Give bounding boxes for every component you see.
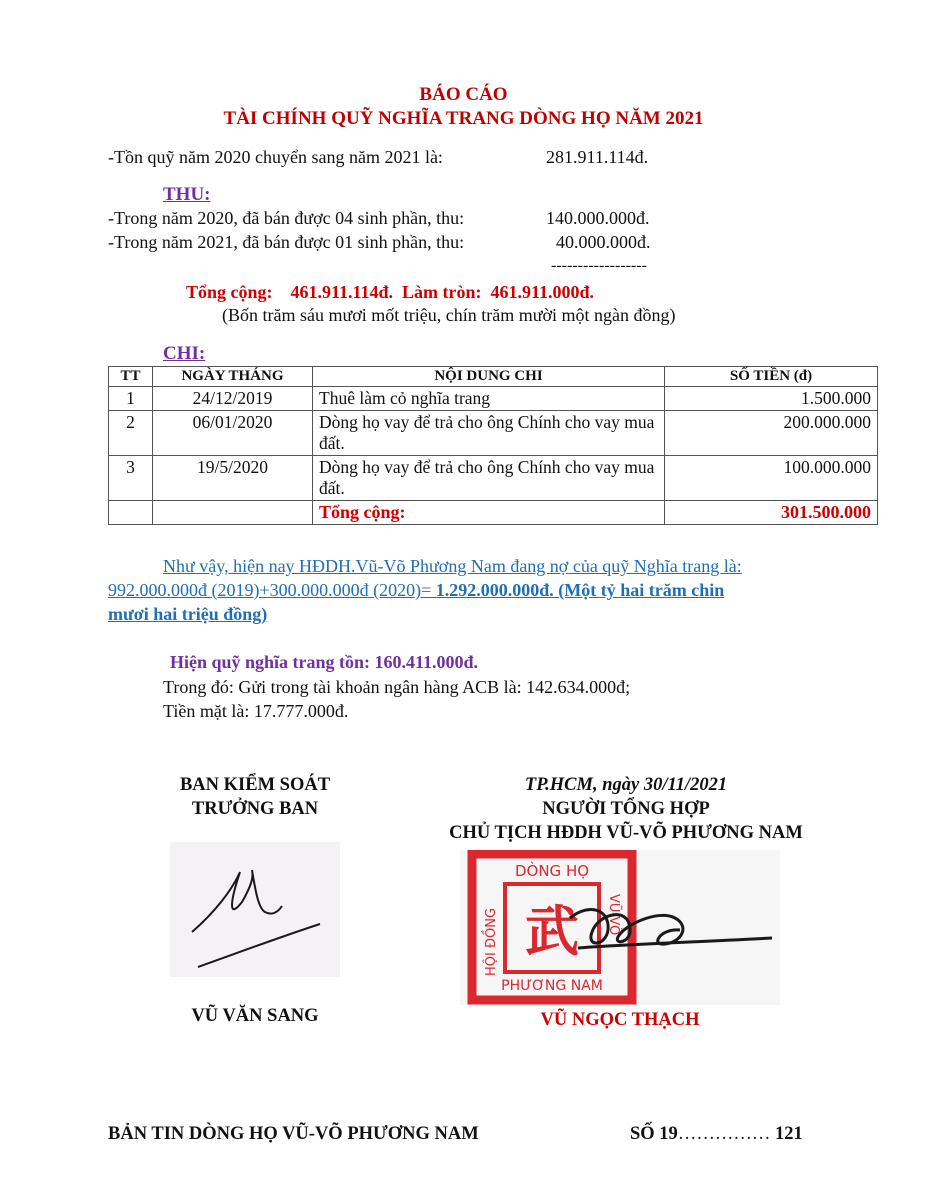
expense-table [108, 366, 878, 525]
thu-item-amount: 40.000.000đ. [556, 232, 651, 252]
opening-balance-amount: 281.911.114đ. [546, 147, 649, 167]
row-amount: 100.000.000 [665, 456, 878, 501]
row-amount: 200.000.000 [665, 411, 878, 456]
total-label: Tổng cộng: [313, 501, 665, 525]
balance-heading: Hiện quỹ nghĩa trang tồn: 160.411.000đ. [170, 652, 479, 672]
compiler-title: NGƯỜI TỔNG HỢP [542, 799, 710, 819]
footer-newsletter-title: BẢN TIN DÒNG HỌ VŨ-VÕ PHƯƠNG NAM [108, 1124, 479, 1144]
table-row [109, 456, 878, 501]
table-row [109, 411, 878, 456]
balance-cash: Tiền mặt là: 17.777.000đ. [163, 701, 349, 721]
footer-dots: …………… [677, 1124, 771, 1144]
debt-total-words: mươi hai triệu đồng) [108, 604, 268, 624]
svg-text:VŨ-VÕ: VŨ-VÕ [606, 894, 621, 936]
signer-name-right: VŨ NGỌC THẠCH [540, 1010, 700, 1030]
chi-heading: CHI: [163, 343, 206, 364]
row-content: Dòng họ vay để trả cho ông Chính cho vay mua đất. [313, 456, 665, 501]
svg-text:DÒNG HỌ: DÒNG HỌ [514, 862, 590, 880]
row-content: Dòng họ vay để trả cho ông Chính cho vay mua đất. [313, 411, 665, 456]
clan-seal-icon [460, 850, 780, 1005]
debt-calculation: 992.000.000đ (2019)+300.000.000đ (2020)= [108, 580, 436, 600]
svg-text:PHƯƠNG NAM: PHƯƠNG NAM [501, 978, 603, 994]
page-number: 121 [774, 1124, 803, 1144]
svg-text:HỘI ĐỒNG: HỘI ĐỒNG [484, 907, 499, 976]
row-number: 2 [109, 411, 153, 456]
row-content: Thuê làm cỏ nghĩa trang [313, 387, 665, 411]
svg-text:武: 武 [525, 899, 579, 963]
table-header-row [109, 367, 878, 387]
separator-line: ------------------ [551, 257, 647, 274]
row-number: 3 [109, 456, 153, 501]
row-number: 1 [109, 387, 153, 411]
column-header: NỘI DUNG CHI [313, 367, 665, 387]
total-amount: 301.500.000 [665, 501, 878, 525]
stamp-area [460, 850, 780, 1005]
signer-name-left: VŨ VĂN SANG [191, 1006, 319, 1026]
row-amount: 1.500.000 [665, 387, 878, 411]
column-header: TT [109, 367, 153, 387]
place-date: TP.HCM, ngày 30/11/2021 [524, 775, 728, 795]
balance-bank: Trong đó: Gửi trong tài khoản ngân hàng ACB là: 142.634.000đ; [163, 677, 631, 697]
thu-item-amount: 140.000.000đ. [546, 208, 650, 228]
signature-image-left [170, 842, 340, 977]
thu-item-label: -Trong năm 2020, đã bán được 04 sinh phần, thu: [108, 208, 465, 228]
thu-total-words: (Bốn trăm sáu mươi mốt triệu, chín trăm mười một ngàn đồng) [222, 305, 676, 325]
footer-issue: SỐ 19 [630, 1124, 678, 1144]
row-date: 24/12/2019 [153, 387, 313, 411]
column-header: SỐ TIỀN (đ) [665, 367, 878, 387]
report-title: BÁO CÁO [419, 84, 508, 105]
chairman-title: CHỦ TỊCH HĐDH VŨ-VÕ PHƯƠNG NAM [449, 823, 803, 843]
report-subtitle: TÀI CHÍNH QUỸ NGHĨA TRANG DÒNG HỌ NĂM 2021 [223, 108, 704, 129]
debt-total: 1.292.000.000đ. (Một tỷ hai trăm chin [435, 580, 725, 600]
opening-balance-label: -Tồn quỹ năm 2020 chuyển sang năm 2021 là: [108, 147, 443, 167]
control-board-title: BAN KIỂM SOÁT [179, 775, 331, 795]
control-board-head-title: TRƯỞNG BAN [191, 799, 319, 819]
table-total-row [109, 501, 878, 525]
thu-item-label: -Trong năm 2021, đã bán được 01 sinh phần, thu: [108, 232, 465, 252]
thu-total: Tổng cộng: 461.911.114đ. Làm tròn: 461.911.000đ. [186, 282, 595, 302]
table-row [109, 387, 878, 411]
thu-heading: THU: [163, 184, 211, 205]
row-date: 06/01/2020 [153, 411, 313, 456]
row-date: 19/5/2020 [153, 456, 313, 501]
column-header: NGÀY THÁNG [153, 367, 313, 387]
debt-line: Như vậy, hiện nay HĐDH.Vũ-Võ Phương Nam đang nợ của quỹ Nghĩa trang là: [163, 556, 742, 576]
